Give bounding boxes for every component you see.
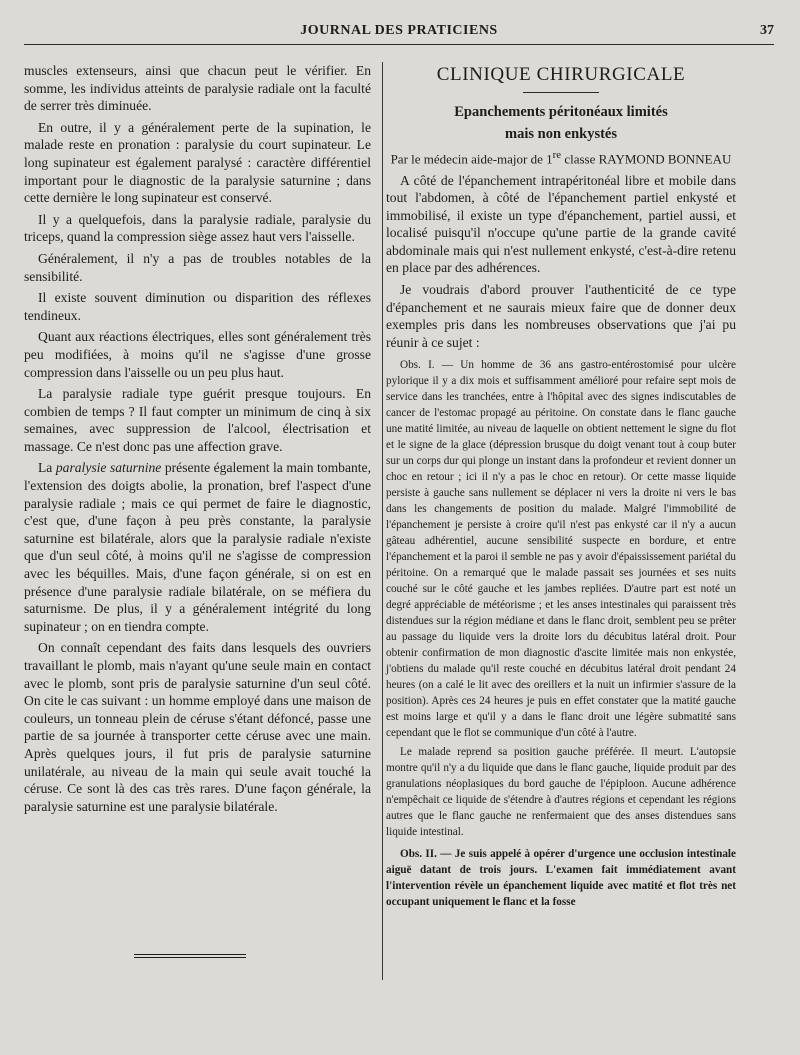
article-title-line2: mais non enkystés	[505, 125, 617, 142]
paragraph: On connaît cependant des faits dans lesquels des ouvriers travaillant le plomb, mais n'ayant qu'une seule main en contact avec le plomb, sont pris de paralysie saturnine d'un seul côté. On cite le cas suivant : un homme employé dans une maison de couleurs, un tonneau plein de céruse s'étant défoncé, passe une partie de sa journée à transporter cette céruse avec une main. Après quelques jours, il fut pris de paralysie saturnine unilatérale, au niveau de la main qui seule avait touché la céruse. Ce sont là des cas très rares. D'une façon générale, la paralysie saturnine est une paralysie bilatérale.	[24, 640, 371, 814]
paragraph: En outre, il y a généralement perte de la supination, le malade reste en pronation : paralysie du court supinateur. Le long supinateur est également paralysé : caractère différentiel important pour le diagnostic de la paralysie saturnine ; dans cette dernière le long supinateur est conservé.	[24, 119, 371, 206]
paragraph: La paralysie radiale type guérit presque toujours. En combien de temps ? Il faut compter un minimum de cinq à six semaines, avec suppression de l'alcool, électrisation et massage. Ce n'est donc pas une affection grave.	[24, 386, 371, 454]
observation-2	[386, 846, 736, 910]
observation-paragraph: Le malade reprend sa position gauche préférée. Il meurt. L'autopsie montre qu'il n'y a du liquide que dans le flanc gauche, liquide produit par des granulations néoplasiques du bord gauche de l'épiploon. Aucune adhérence n'empêchait ce liquide de s'étendre à d'autres régions et cependant les régions autres que le flanc gauche ne renfermaient que des anses distendues sans liquide intestinal.	[386, 746, 736, 839]
paragraph: Il y a quelquefois, dans la paralysie radiale, paralysie du triceps, quand la compression siège assez haut vers l'aisselle.	[24, 211, 371, 245]
paragraph: Généralement, il n'y a pas de troubles notables de la sensibilité.	[24, 250, 371, 284]
intro-paragraph: Je voudrais d'abord prouver l'authenticité de ce type d'épanchement et ne saurais mieux faire que de donner deux exemples pris dans les nombreuses observations que j'ai pu réunir à ce sujet :	[386, 282, 736, 350]
byline-prefix: Par le médecin aide-major de 1	[390, 150, 553, 166]
paragraph: muscles extenseurs, ainsi que chacun peut le vérifier. En somme, les individus atteints de paralysie radiale ont la faculté de serrer très diminuée.	[24, 63, 371, 114]
paragraph: Quant aux réactions électriques, elles sont généralement très peu modifiées, à moins qu'il ne s'agisse d'une grosse compression dans l'aisselle ou un peu plus haut.	[24, 329, 371, 380]
page-number: 37	[760, 23, 774, 38]
section-title: CLINIQUE CHIRURGICALE	[436, 64, 686, 85]
column-divider	[382, 62, 383, 980]
paragraph-rest: présente également la main tombante, l'extension des doigts abolie, la pronation, bref l'aspect d'une paralysie radiale ; mais ce qui permet de faire le diagnostic, c'est que, d'une façon à peu près constante, la paralysie saturnine est bilatérale, alors que la paralysie radiale n'existe que d'un seul côté, à moins qu'il ne s'agisse de compression avec les béquilles. Mais, d'une façon générale, si on est en présence d'une paralysie radiale bilatérale, on se méfiera du saturnisme. De plus, il y a généralement intégrité du long supinateur ; on en tiendra compte.	[24, 460, 371, 634]
end-rule	[134, 954, 246, 960]
byline-suffix: classe RAYMOND BONNEAU	[561, 150, 732, 166]
byline	[386, 147, 736, 168]
journal-title: JOURNAL DES PRATICIENS	[300, 23, 498, 38]
article-title-line1: Epanchements péritonéaux limités	[454, 103, 668, 120]
paragraph-saturnine	[24, 459, 371, 635]
paragraph: Il existe souvent diminution ou disparition des réflexes tendineux.	[24, 290, 371, 323]
byline-sup: re	[552, 148, 562, 161]
observation-1	[386, 357, 736, 840]
paragraph-prefix: La	[38, 460, 56, 476]
observation-paragraph: Obs. I. — Un homme de 36 ans gastro-entérostomisé pour ulcère pylorique il y a dix mois et suffisamment amélioré pour refaire sept mois de service dans les tranchées, entre à l'hôpital avec des signes indiscutables de cancer de l'estomac propagé au péritoine. On constate dans le flanc gauche une matité limitée, au niveau de laquelle on obtient nettement le signe du flot et le signe de la glace (dépression brusque du doigt venant tout à coup buter sur un corps dur qui plonge un instant dans la profondeur et revient donner un choc en retour ; ici il n'y a pas le choc en retour). Or cette masse liquide persiste à gauche sans nullement se déplacer ni vers la droite ni vers le bas dans les changements de position du malade. Malgré l'immobilité de l'épanchement je persiste à croire qu'il n'est pas enkysté car il n'y a aucun gâteau adhérentiel, aucune sensibilité suspecte en bordure, et entre l'épanchement et la paroi il semble ne pas y avoir d'épaississement pariétal du péritoine. On a remarqué que le malade passait ses journées et ses nuits couché sur le côté gauche et les jambes repliées. D'autre part est noté un degré appréciable de météorisme ; et les anses intestinales qui paraissent très distendues sur la région médiane et dans le flanc droit, semblent peu se prêter au passage du liquide vers la droite lors du décubitus latéral droit. Pour obtenir confirmation de mon diagnostic d'ascite limitée mais non enkystée, j'obtiens du malade qu'il reste couché en décubitus latéral droit pendant 24 heures (on a calé le lit avec des oreillers et la nuit un infirmier s'assure de la position). Après ces 24 heures je puis en effet constater que la matité gauche est moins large et qu'il y a dans le flanc droit une légère submatité sans cependant que le flot se communique d'un côté à l'autre.	[386, 359, 736, 740]
intro-paragraph: A côté de l'épanchement intrapéritonéal libre et mobile dans tout l'abdomen, à côté de l'épanchement partiel enkysté et immobilisé, il existe un type d'épanchement, partiel aussi, et localisé puisqu'il n'occupe qu'une partie de la grande cavité abdominale mais qui n'est nullement enkysté, c'est-à-dire retenu en place par des adhérences.	[386, 172, 736, 276]
observation-paragraph: Obs. II. — Je suis appelé à opérer d'urgence une occlusion intestinale aiguë datant de trois jours. L'examen fait immédiatement avant l'intervention révèle un épanchement liquide avec matité et flot très net occupant uniquement le flanc et la fosse	[386, 848, 736, 909]
left-column	[24, 62, 371, 819]
italic-term: paralysie saturnine	[55, 460, 162, 476]
header-rule	[24, 44, 774, 45]
right-column	[386, 62, 736, 914]
running-header	[24, 23, 774, 45]
section-rule	[523, 92, 599, 93]
